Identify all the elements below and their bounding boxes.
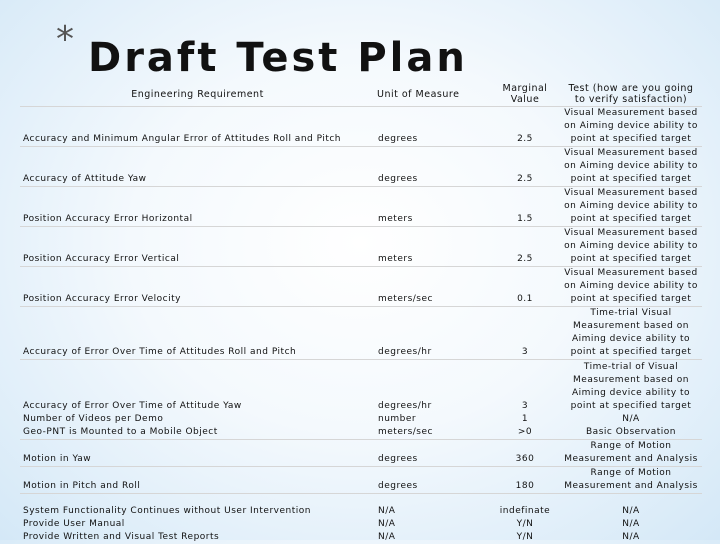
cell-requirement-text: Accuracy and Minimum Angular Error of Attitudes Roll and Pitch: [23, 134, 342, 144]
cell-unit-text: meters/sec: [378, 427, 433, 437]
cell-marginal-value-text: 0.1: [517, 294, 533, 304]
cell-requirement: [20, 440, 375, 467]
cell-marginal-value: [490, 467, 560, 494]
cell-test-text: N/A: [622, 518, 640, 529]
cell-marginal-value: [490, 107, 560, 147]
table-row: [20, 267, 702, 307]
cell-marginal-value-text: 3: [521, 401, 529, 411]
cell-requirement: [20, 187, 375, 227]
cell-marginal-value: [490, 307, 560, 360]
cell-requirement: [20, 467, 375, 494]
cell-test: [560, 227, 702, 267]
table-row: [20, 307, 702, 360]
cell-test-text: Basic Observation: [586, 427, 676, 437]
cell-unit-text: degrees: [378, 481, 418, 491]
cell-marginal-value-text: 2.5: [517, 134, 533, 144]
cell-unit: [375, 307, 490, 360]
cell-marginal-value-text: Y/N: [516, 518, 534, 529]
title-bullet: *: [56, 19, 74, 60]
cell-unit: [375, 440, 490, 467]
cell-requirement-text: Provide Written and Visual Test Reports: [23, 531, 220, 542]
cell-unit-text: degrees/hr: [378, 347, 432, 357]
cell-marginal-value: [490, 440, 560, 467]
cell-unit-text: meters: [378, 254, 413, 264]
cell-requirement: [20, 307, 375, 360]
cell-unit-text: degrees: [378, 454, 418, 464]
cell-marginal-value-text: >0: [517, 427, 533, 437]
table-body: [20, 107, 702, 544]
cell-test: [560, 360, 702, 440]
cell-unit-text: degrees/hr: [378, 401, 432, 411]
cell-requirement: [20, 227, 375, 267]
cell-marginal-value-text: 3: [521, 347, 529, 357]
cell-unit: [375, 147, 490, 187]
cell-unit-text: meters: [378, 214, 413, 224]
cell-requirement-text: Accuracy of Attitude Yaw: [23, 174, 147, 184]
table-header-row: [20, 82, 702, 107]
cell-marginal-value-text: 2.5: [517, 254, 533, 264]
cell-marginal-value-text: 1: [521, 414, 529, 424]
cell-marginal-value-text: 180: [515, 481, 535, 491]
cell-requirement-text: Motion in Pitch and Roll: [23, 481, 141, 491]
cell-requirement: [20, 107, 375, 147]
cell-unit: [375, 467, 490, 494]
cell-test: [560, 147, 702, 187]
cell-requirement-text: Accuracy of Error Over Time of Attitudes Roll and Pitch: [23, 347, 297, 357]
cell-marginal-value-text: indefinate: [499, 505, 551, 516]
cell-unit-text: degrees: [378, 174, 418, 184]
cell-requirement: [20, 147, 375, 187]
cell-test: [560, 187, 702, 227]
cell-test-text: Visual Measurement based on Aiming device ability to point at specified target: [564, 228, 698, 264]
cell-unit: [375, 227, 490, 267]
cell-marginal-value-text: 360: [515, 454, 535, 464]
cell-unit: [375, 360, 490, 440]
cell-requirement-text: Motion in Yaw: [23, 454, 92, 464]
cell-test: [560, 467, 702, 494]
cell-test-text: Time-trial of Visual Measurement based on Aiming device ability to point at specified target: [570, 362, 692, 411]
cell-unit: [375, 267, 490, 307]
table-row: [20, 494, 702, 544]
header-requirement: Engineering Requirement: [131, 88, 264, 100]
cell-requirement-text: Provide User Manual: [23, 518, 125, 529]
cell-unit-text: meters/sec: [378, 294, 433, 304]
cell-marginal-value: [490, 227, 560, 267]
cell-requirement-text: Number of Videos per Demo: [23, 414, 164, 424]
cell-requirement: [20, 267, 375, 307]
cell-requirement: [20, 494, 375, 544]
cell-requirement-text: Accuracy of Error Over Time of Attitude Yaw: [23, 401, 242, 411]
cell-requirement-text: Position Accuracy Error Velocity: [23, 294, 181, 304]
cell-requirement-text: System Functionality Continues without User Intervention: [23, 505, 311, 516]
cell-marginal-value: [490, 147, 560, 187]
cell-test-text: Visual Measurement based on Aiming device ability to point at specified target: [564, 148, 698, 184]
table-row: [20, 147, 702, 187]
cell-test: [560, 307, 702, 360]
cell-unit-text: N/A: [378, 531, 396, 542]
cell-requirement-text: Geo-PNT is Mounted to a Mobile Object: [23, 427, 218, 437]
cell-test-text: N/A: [622, 531, 640, 542]
cell-marginal-value-text: 1.5: [517, 214, 533, 224]
header-unit: Unit of Measure: [377, 88, 460, 100]
cell-unit-text: number: [378, 414, 417, 424]
cell-marginal-value: [490, 267, 560, 307]
table-row: [20, 440, 702, 467]
cell-marginal-value: [490, 360, 560, 440]
cell-test: [560, 267, 702, 307]
cell-test-text: Time-trial Visual Measurement based on Aiming device ability to point at specified target: [570, 308, 692, 357]
cell-requirement-text: Position Accuracy Error Vertical: [23, 254, 180, 264]
table-row: [20, 360, 702, 440]
table-row: [20, 107, 702, 147]
cell-test-text: Visual Measurement based on Aiming device ability to point at specified target: [564, 268, 698, 304]
cell-unit-text: degrees: [378, 134, 418, 144]
cell-test-text: N/A: [622, 505, 640, 516]
cell-test-text: Range of Motion Measurement and Analysis: [564, 468, 698, 491]
table-row: [20, 467, 702, 494]
cell-unit-text: N/A: [378, 518, 396, 529]
cell-test-text: Range of Motion Measurement and Analysis: [564, 441, 698, 464]
cell-requirement-text: Position Accuracy Error Horizontal: [23, 214, 193, 224]
table-row: [20, 187, 702, 227]
table-row: [20, 227, 702, 267]
cell-unit: [375, 494, 490, 544]
header-marginal-value: Marginal Value: [502, 83, 548, 105]
cell-marginal-value: [490, 494, 560, 544]
cell-test: [560, 440, 702, 467]
cell-requirement: [20, 360, 375, 440]
cell-test: [560, 494, 702, 544]
cell-unit: [375, 187, 490, 227]
test-plan-table: [20, 82, 702, 544]
page-title: Draft Test Plan: [88, 35, 468, 81]
cell-unit-text: N/A: [378, 505, 396, 516]
header-test: Test (how are you going to verify satisfaction): [568, 83, 694, 105]
cell-marginal-value-text: 2.5: [517, 174, 533, 184]
cell-test-text: N/A: [622, 414, 640, 424]
cell-test-text: Visual Measurement based on Aiming device ability to point at specified target: [564, 108, 698, 144]
cell-marginal-value-text: Y/N: [516, 531, 534, 542]
cell-unit: [375, 107, 490, 147]
cell-marginal-value: [490, 187, 560, 227]
cell-test-text: Visual Measurement based on Aiming device ability to point at specified target: [564, 188, 698, 224]
cell-test: [560, 107, 702, 147]
